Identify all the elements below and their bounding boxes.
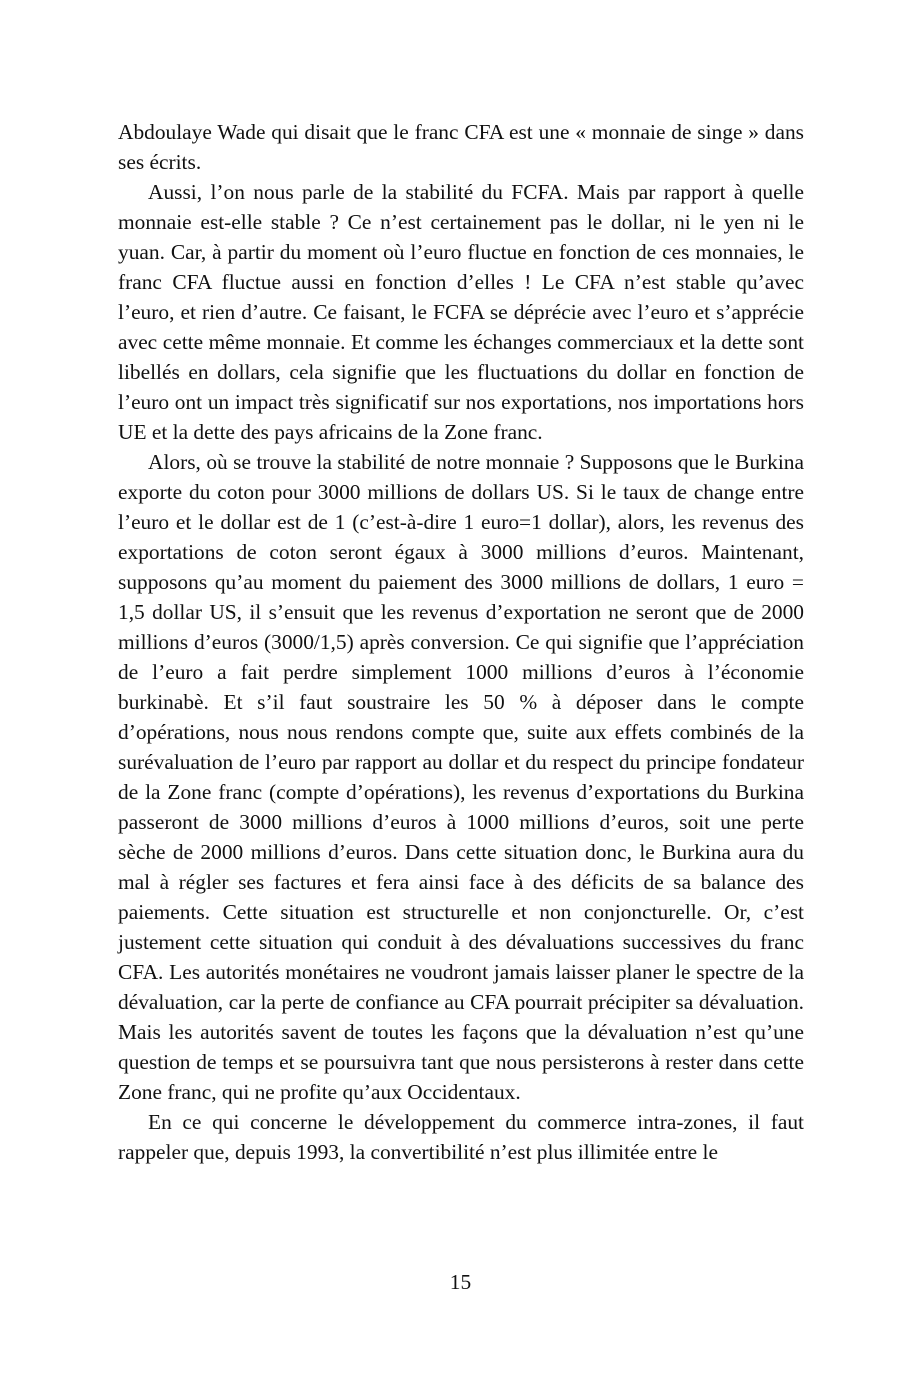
paragraph-continuation: Abdoulaye Wade qui disait que le franc CFA est une « monnaie de singe » dans ses écrits. (118, 120, 804, 174)
body-text (118, 117, 804, 1167)
paragraph-intra-zone-trade: En ce qui concerne le développement du commerce intra-zones, il faut rappeler que, depuis 1993, la convertibilité n’est plus illimitée entre le (118, 1110, 804, 1164)
paragraph-stability: Aussi, l’on nous parle de la stabilité du FCFA. Mais par rapport à quelle monnaie est-elle stable ? Ce n’est certainement pas le dollar, ni le yen ni le yuan. Car, à partir du moment où l’euro fluctue en fonction de ces monnaies, le franc CFA fluctue aussi en fonction d’elles ! Le CFA n’est stable qu’avec l’euro, et rien d’autre. Ce faisant, le FCFA se déprécie avec l’euro et s’apprécie avec cette même monnaie. Et comme les échanges commerciaux et la dette sont libellés en dollars, cela signifie que les fluctuations du dollar en fonction de l’euro ont un impact très significatif sur nos exportations, nos importations hors UE et la dette des pays africains de la Zone franc. (118, 180, 804, 444)
page-number: 15 (449, 1270, 472, 1294)
paragraph-burkina-example: Alors, où se trouve la stabilité de notre monnaie ? Supposons que le Burkina exporte du coton pour 3000 millions de dollars US. Si le taux de change entre l’euro et le dollar est de 1 (c’est-à-dire 1 euro=1 dollar), alors, les revenus des exportations de coton seront égaux à 3000 millions d’euros. Maintenant, supposons qu’au moment du paiement des 3000 millions de dollars, 1 euro = 1,5 dollar US, il s’ensuit que les revenus d’exportation ne seront que de 2000 millions d’euros (3000/1,5) après conversion. Ce qui signifie que l’appréciation de l’euro a fait perdre simplement 1000 millions d’euros à l’économie burkinabè. Et s’il faut soustraire les 50 % à déposer dans le compte d’opérations, nous nous rendons compte que, suite aux effets combinés de la surévaluation de l’euro par rapport au dollar et du respect du principe fondateur de la Zone franc (compte d’opérations), les revenus d’exportations du Burkina passeront de 3000 millions d’euros à 1000 millions d’euros, soit une perte sèche de 2000 millions d’euros. Dans cette situation donc, le Burkina aura du mal à régler ses factures et fera ainsi face à des déficits de sa balance des paiements. Cette situation est structurelle et non conjoncturelle. Or, c’est justement cette situation qui conduit à des dévaluations successives du franc CFA. Les autorités monétaires ne voudront jamais laisser planer le spectre de la dévaluation, car la perte de confiance au CFA pourrait précipiter sa dévaluation. Mais les autorités savent de toutes les façons que la dévaluation n’est qu’une question de temps et se poursuivra tant que nous persisterons à rester dans cette Zone franc, qui ne profite qu’aux Occidentaux. (118, 450, 804, 1104)
